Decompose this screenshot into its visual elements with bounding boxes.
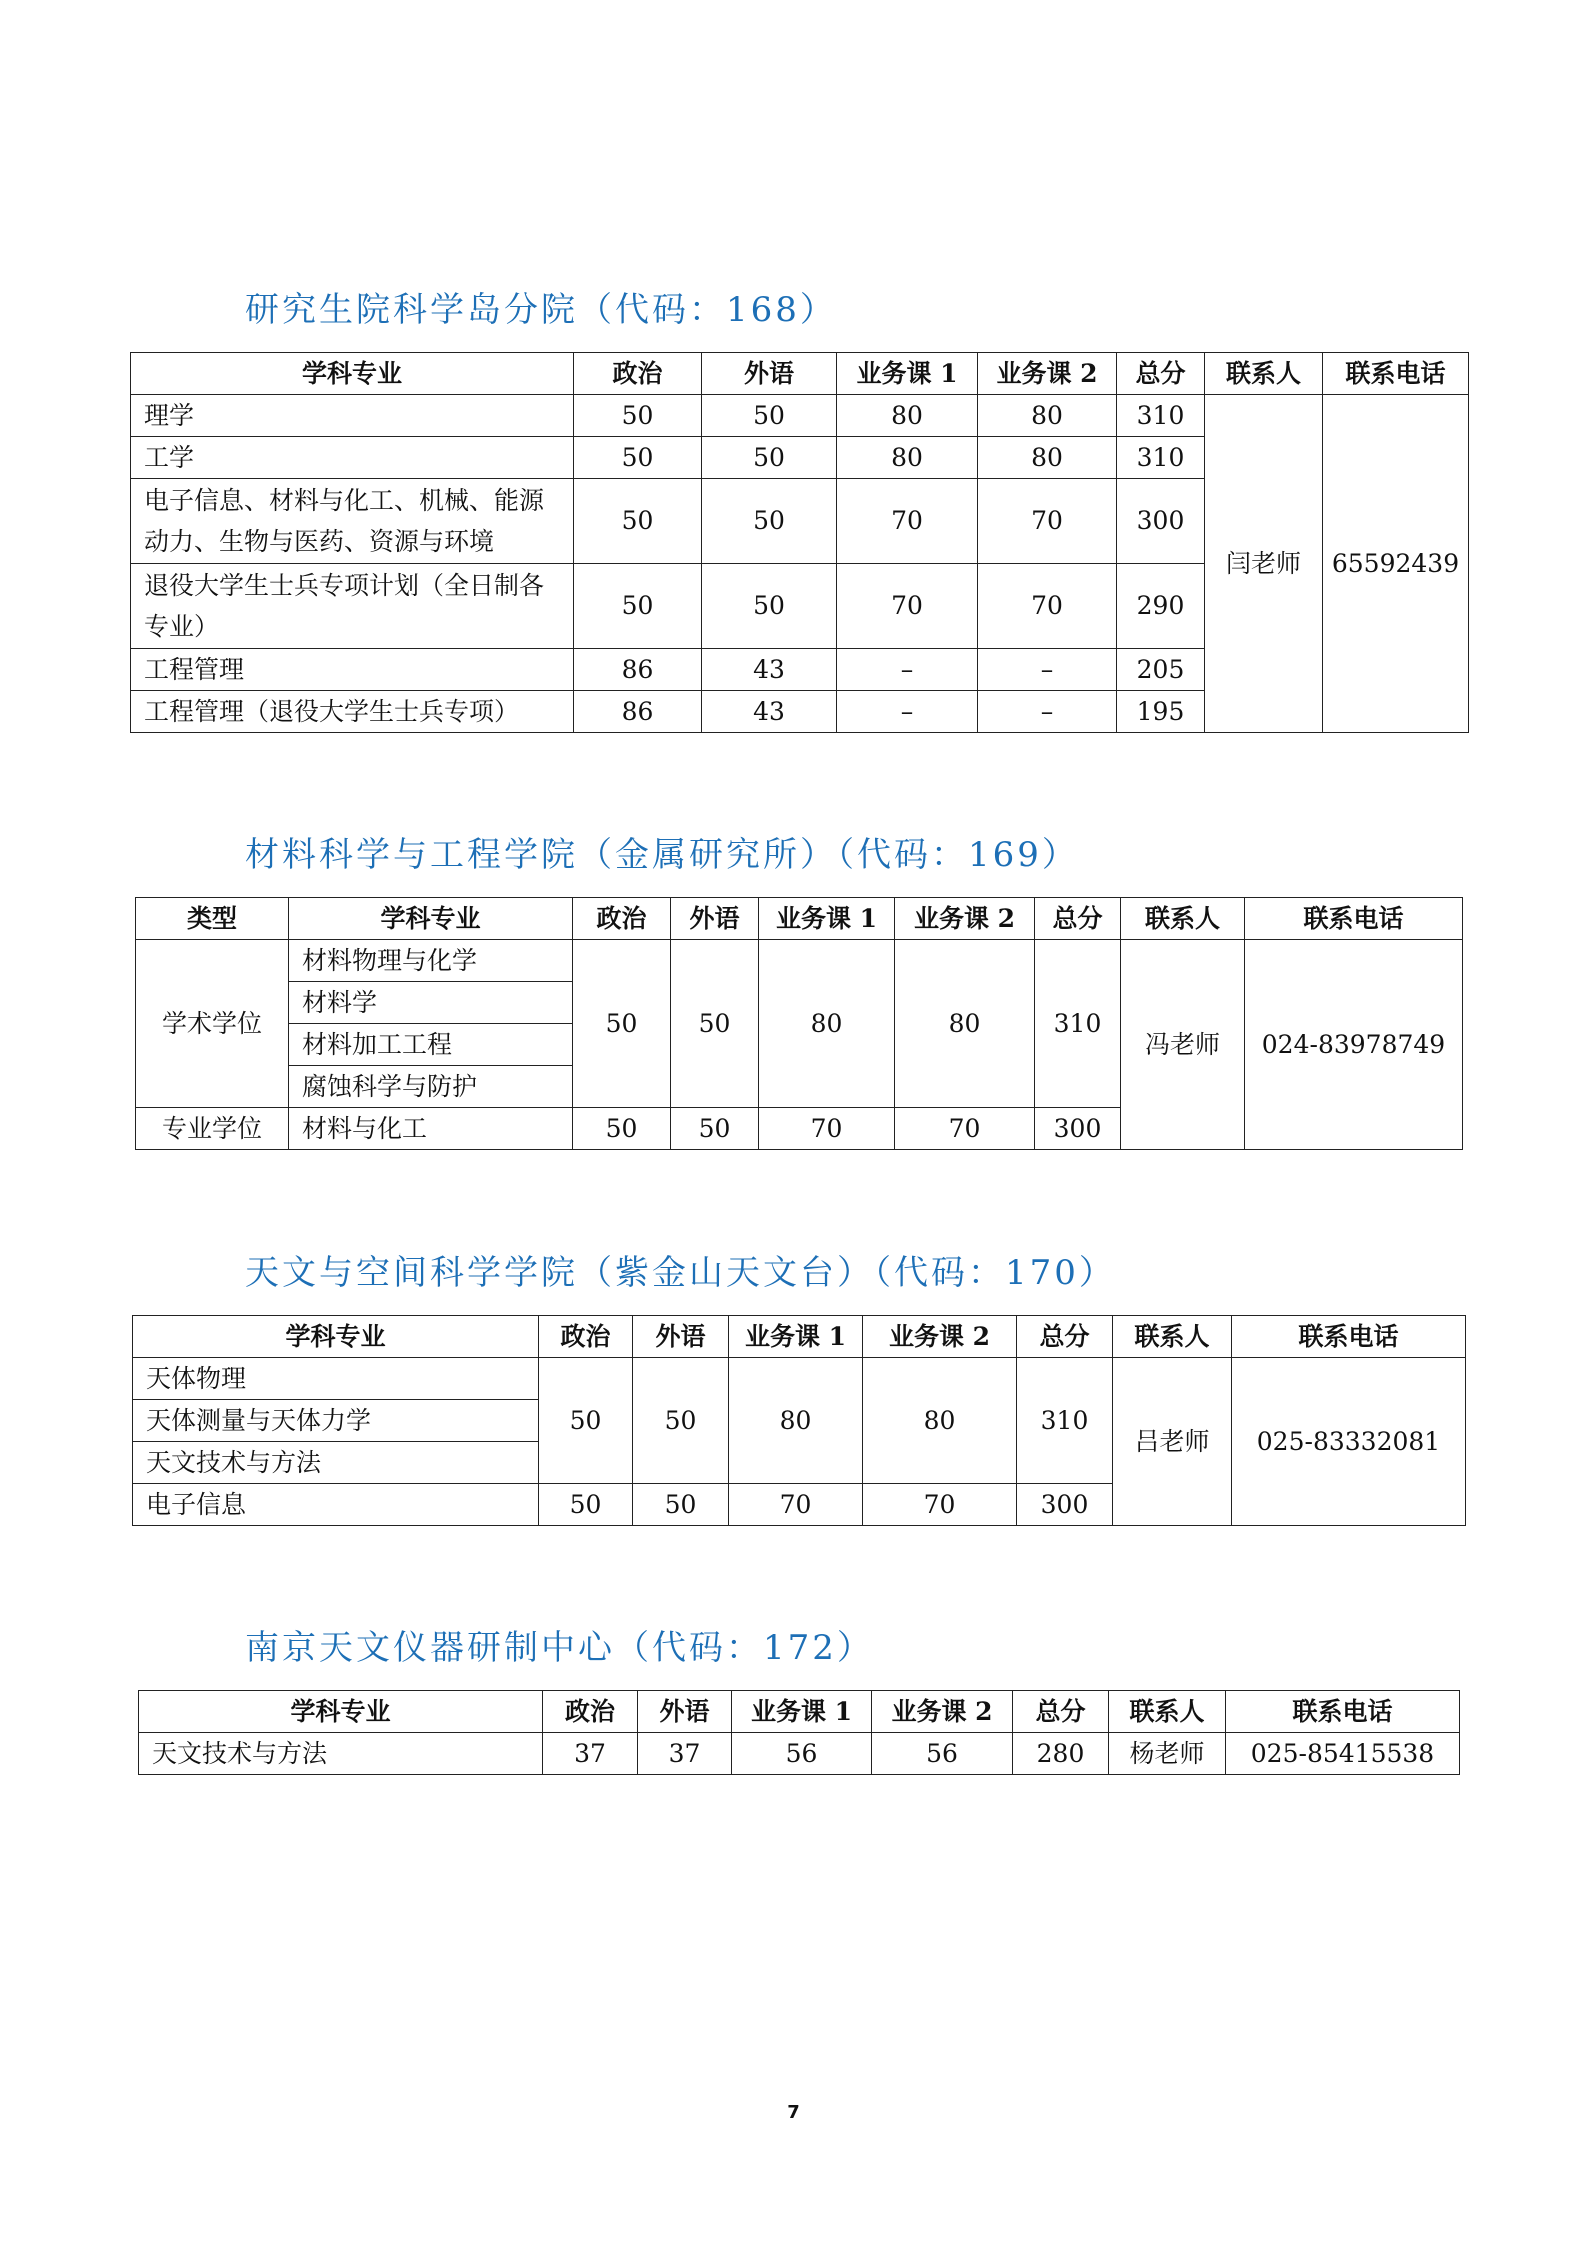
section-title: 南京天文仪器研制中心（代码：172） <box>245 1628 874 1668</box>
course2-cell: 80 <box>895 940 1035 1108</box>
type-cell: 专业学位 <box>136 1108 289 1150</box>
course1-cell: 80 <box>729 1358 863 1484</box>
major-cell: 材料与化工 <box>289 1108 573 1150</box>
header-contact: 联系人 <box>1121 898 1245 940</box>
type-cell: 学术学位 <box>136 940 289 1108</box>
header-phone: 联系电话 <box>1323 353 1469 395</box>
header-course1: 业务课 1 <box>729 1316 863 1358</box>
phone-cell: 025-85415538 <box>1226 1733 1460 1775</box>
course2-cell: 56 <box>872 1733 1013 1775</box>
total-cell: 310 <box>1017 1358 1113 1484</box>
header-phone: 联系电话 <box>1232 1316 1466 1358</box>
table-header-row <box>131 353 1469 395</box>
header-course2: 业务课 2 <box>895 898 1035 940</box>
header-major: 学科专业 <box>131 353 574 395</box>
header-phone: 联系电话 <box>1245 898 1463 940</box>
phone-cell: 024-83978749 <box>1245 940 1463 1150</box>
major-cell: 退役大学生士兵专项计划（全日制各专业） <box>131 564 574 649</box>
contact-cell: 杨老师 <box>1109 1733 1226 1775</box>
table-row <box>136 940 1463 982</box>
language-cell: 43 <box>702 649 837 691</box>
language-cell: 50 <box>702 437 837 479</box>
table-header-row <box>136 898 1463 940</box>
section-title: 材料科学与工程学院（金属研究所）（代码：169） <box>245 835 1079 875</box>
table-header-row <box>139 1691 1460 1733</box>
total-cell: 205 <box>1117 649 1205 691</box>
course2-cell: 80 <box>978 395 1117 437</box>
header-total: 总分 <box>1035 898 1121 940</box>
header-language: 外语 <box>638 1691 732 1733</box>
language-cell: 50 <box>702 479 837 564</box>
language-cell: 50 <box>702 395 837 437</box>
major-cell: 工程管理（退役大学生士兵专项） <box>131 691 574 733</box>
header-type: 类型 <box>136 898 289 940</box>
header-total: 总分 <box>1013 1691 1109 1733</box>
language-cell: 43 <box>702 691 837 733</box>
course2-cell: 70 <box>978 564 1117 649</box>
course1-cell: 56 <box>732 1733 872 1775</box>
language-cell: 50 <box>702 564 837 649</box>
total-cell: 280 <box>1013 1733 1109 1775</box>
course2-cell: – <box>978 649 1117 691</box>
major-cell: 材料加工工程 <box>289 1024 573 1066</box>
header-language: 外语 <box>702 353 837 395</box>
section-title: 天文与空间科学学院（紫金山天文台）（代码：170） <box>245 1253 1116 1293</box>
major-cell: 天文技术与方法 <box>139 1733 543 1775</box>
header-contact: 联系人 <box>1205 353 1323 395</box>
language-cell: 50 <box>671 940 759 1108</box>
table-row <box>139 1733 1460 1775</box>
course2-cell: 70 <box>863 1484 1017 1526</box>
course2-cell: – <box>978 691 1117 733</box>
header-politics: 政治 <box>574 353 702 395</box>
politics-cell: 86 <box>574 649 702 691</box>
header-course1: 业务课 1 <box>837 353 978 395</box>
major-cell: 电子信息、材料与化工、机械、能源动力、生物与医药、资源与环境 <box>131 479 574 564</box>
total-cell: 310 <box>1117 395 1205 437</box>
header-course2: 业务课 2 <box>978 353 1117 395</box>
major-cell: 腐蚀科学与防护 <box>289 1066 573 1108</box>
score-table-169 <box>135 897 1463 1150</box>
politics-cell: 50 <box>574 437 702 479</box>
header-course2: 业务课 2 <box>872 1691 1013 1733</box>
header-phone: 联系电话 <box>1226 1691 1460 1733</box>
header-language: 外语 <box>671 898 759 940</box>
header-language: 外语 <box>633 1316 729 1358</box>
politics-cell: 50 <box>539 1484 633 1526</box>
header-major: 学科专业 <box>133 1316 539 1358</box>
course1-cell: 80 <box>837 395 978 437</box>
course1-cell: 80 <box>837 437 978 479</box>
header-total: 总分 <box>1017 1316 1113 1358</box>
politics-cell: 50 <box>574 564 702 649</box>
phone-cell: 025-83332081 <box>1232 1358 1466 1526</box>
course2-cell: 70 <box>895 1108 1035 1150</box>
language-cell: 50 <box>633 1484 729 1526</box>
politics-cell: 50 <box>539 1358 633 1484</box>
header-course2: 业务课 2 <box>863 1316 1017 1358</box>
header-major: 学科专业 <box>139 1691 543 1733</box>
table-row <box>131 395 1469 437</box>
politics-cell: 50 <box>574 479 702 564</box>
course2-cell: 80 <box>863 1358 1017 1484</box>
score-table-170 <box>132 1315 1466 1526</box>
header-politics: 政治 <box>543 1691 638 1733</box>
header-politics: 政治 <box>573 898 671 940</box>
course2-cell: 70 <box>978 479 1117 564</box>
score-table-168 <box>130 352 1469 733</box>
major-cell: 电子信息 <box>133 1484 539 1526</box>
score-table-172 <box>138 1690 1460 1775</box>
course2-cell: 80 <box>978 437 1117 479</box>
header-course1: 业务课 1 <box>759 898 895 940</box>
politics-cell: 37 <box>543 1733 638 1775</box>
language-cell: 50 <box>671 1108 759 1150</box>
major-cell: 天体测量与天体力学 <box>133 1400 539 1442</box>
table-header-row <box>133 1316 1466 1358</box>
total-cell: 300 <box>1035 1108 1121 1150</box>
header-contact: 联系人 <box>1109 1691 1226 1733</box>
language-cell: 37 <box>638 1733 732 1775</box>
total-cell: 310 <box>1117 437 1205 479</box>
total-cell: 300 <box>1117 479 1205 564</box>
major-cell: 材料物理与化学 <box>289 940 573 982</box>
major-cell: 理学 <box>131 395 574 437</box>
total-cell: 195 <box>1117 691 1205 733</box>
major-cell: 天文技术与方法 <box>133 1442 539 1484</box>
header-course1: 业务课 1 <box>732 1691 872 1733</box>
politics-cell: 86 <box>574 691 702 733</box>
page-number: 7 <box>787 2102 800 2123</box>
header-total: 总分 <box>1117 353 1205 395</box>
header-major: 学科专业 <box>289 898 573 940</box>
major-cell: 工程管理 <box>131 649 574 691</box>
header-contact: 联系人 <box>1113 1316 1232 1358</box>
politics-cell: 50 <box>573 940 671 1108</box>
course1-cell: 70 <box>729 1484 863 1526</box>
major-cell: 天体物理 <box>133 1358 539 1400</box>
course1-cell: 70 <box>759 1108 895 1150</box>
table-row <box>133 1358 1466 1400</box>
major-cell: 材料学 <box>289 982 573 1024</box>
course1-cell: – <box>837 649 978 691</box>
politics-cell: 50 <box>574 395 702 437</box>
total-cell: 300 <box>1017 1484 1113 1526</box>
course1-cell: 70 <box>837 479 978 564</box>
course1-cell: 80 <box>759 940 895 1108</box>
phone-cell: 65592439 <box>1323 395 1469 733</box>
header-politics: 政治 <box>539 1316 633 1358</box>
total-cell: 310 <box>1035 940 1121 1108</box>
politics-cell: 50 <box>573 1108 671 1150</box>
total-cell: 290 <box>1117 564 1205 649</box>
major-cell: 工学 <box>131 437 574 479</box>
contact-cell: 吕老师 <box>1113 1358 1232 1526</box>
contact-cell: 闫老师 <box>1205 395 1323 733</box>
contact-cell: 冯老师 <box>1121 940 1245 1150</box>
course1-cell: – <box>837 691 978 733</box>
language-cell: 50 <box>633 1358 729 1484</box>
section-title: 研究生院科学岛分院（代码：168） <box>245 290 837 330</box>
course1-cell: 70 <box>837 564 978 649</box>
